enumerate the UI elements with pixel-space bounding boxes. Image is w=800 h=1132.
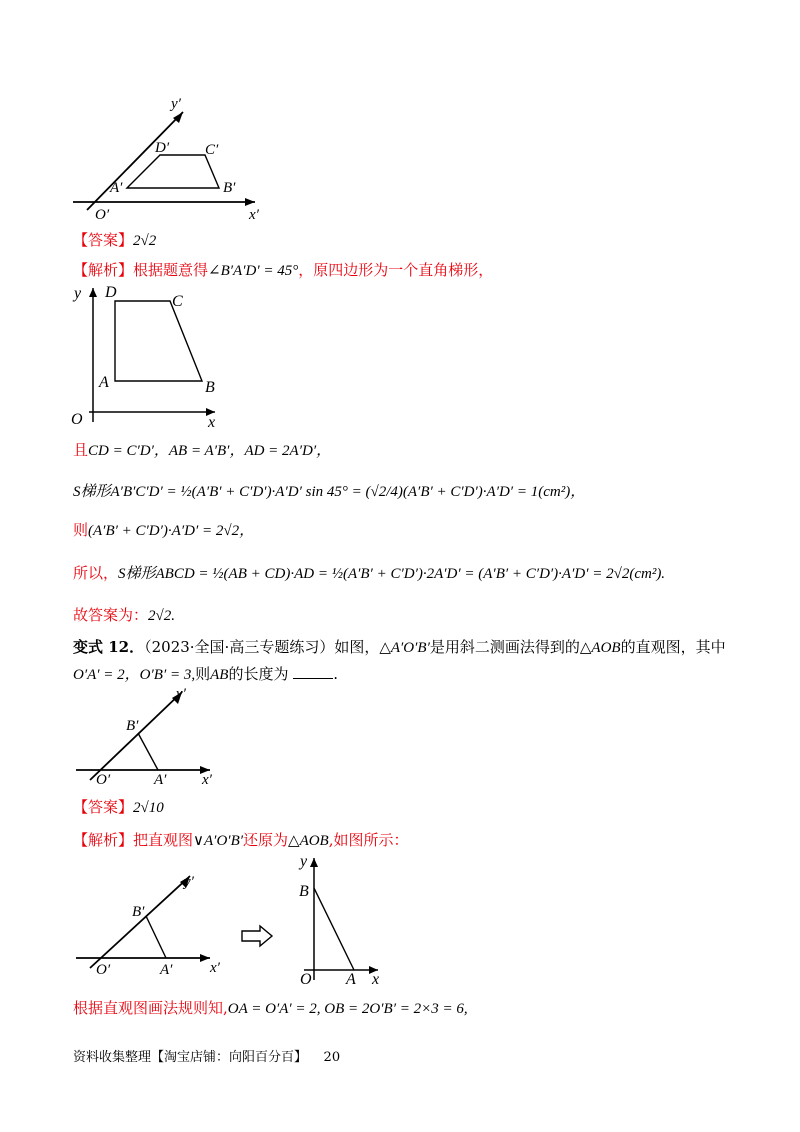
fig2-a-label: A: [99, 374, 109, 391]
figure-oblique-triangle: [70, 686, 230, 790]
footer-text: 资料收集整理【淘宝店铺：向阳百分百】: [73, 1050, 308, 1065]
figure-right-trapezoid: [65, 284, 235, 430]
fig4-o-label: O′: [96, 962, 111, 978]
fig5-x-label: x: [372, 971, 380, 988]
question-12-line-2: O′A′ = 2，O′B′ = 3,则AB的长度为 .: [73, 665, 339, 683]
page-number: 20: [323, 1050, 341, 1065]
answer-2: [73, 797, 164, 818]
fig3-a-label: A′: [154, 772, 167, 788]
fig3-y-label: y′: [176, 686, 186, 702]
fig1-d-label: D′: [155, 140, 170, 156]
equation-line-3: 则(A′B′ + C′D′)·A′D′ = 2√2，: [73, 521, 255, 539]
fig5-o-label: O: [300, 971, 312, 988]
equation-line-5: 故答案为：2√2.: [73, 606, 175, 624]
explanation-1: 【解析】根据题意得∠B′A′D′ = 45°，原四边形为一个直角梯形，: [73, 261, 494, 279]
fig5-b-label: B: [299, 883, 309, 900]
fig2-o-label: O: [71, 411, 83, 428]
fig4-b-label: B′: [132, 904, 145, 920]
fig5-y-label: y: [300, 853, 308, 870]
fig3-b-label: B′: [126, 718, 139, 734]
fig2-b-label: B: [205, 379, 215, 396]
fig1-o-label: O′: [95, 207, 110, 223]
fig2-y-label: y: [74, 285, 82, 302]
fig4-y-label: y′: [184, 874, 194, 890]
answer-blank: [293, 664, 333, 679]
fig1-y-label: y′: [171, 96, 181, 112]
question-label: 变式 12．: [73, 638, 145, 656]
explanation-label: 【解析】: [73, 831, 134, 849]
final-line: 根据直观图画法规则知,OA = O′A′ = 2, OB = 2O′B′ = 2×3 = 6,: [73, 999, 468, 1017]
answer-value: 2√10: [133, 800, 164, 816]
arrow-right-icon: [240, 924, 274, 948]
answer-value: 2√2: [133, 233, 157, 249]
figure-oblique-trapezoid: [65, 92, 275, 224]
figure-oblique-triangle-2: [70, 870, 230, 980]
fig1-x-label: x′: [249, 207, 259, 223]
figure-right-triangle: [296, 852, 396, 992]
fig1-b-label: B′: [223, 180, 236, 196]
fig2-x-label: x: [208, 414, 216, 430]
footer: [73, 1048, 340, 1068]
fig4-x-label: x′: [210, 960, 220, 976]
answer-label: 【答案】: [73, 231, 134, 249]
equation-line-4: 所以，S梯形ABCD = ½(AB + CD)·AD = ½(A′B′ + C′D′)·2A′D′ = (A′B′ + C′D′)·A′D′ = 2√2(cm²).: [73, 564, 666, 582]
fig3-x-label: x′: [202, 772, 212, 788]
equation-line-1: 且CD = C′D′，AB = A′B′，AD = 2A′D′，: [73, 441, 332, 459]
explanation-2: 【解析】把直观图∨A′O′B′还原为△AOB,如图所示：: [73, 831, 409, 849]
answer-1: [73, 230, 156, 251]
fig5-a-label: A: [346, 971, 356, 988]
fig3-o-label: O′: [96, 772, 111, 788]
fig2-d-label: D: [105, 284, 117, 301]
fig1-c-label: C′: [205, 142, 219, 158]
equation-line-2: S梯形A′B′C′D′ = ½(A′B′ + C′D′)·A′D′ sin 45° = (√2/4)(A′B′ + C′D′)·A′D′ = 1(cm²)，: [73, 484, 586, 500]
fig1-a-label: A′: [110, 180, 123, 196]
answer-label: 【答案】: [73, 798, 134, 816]
fig4-a-label: A′: [160, 962, 173, 978]
explanation-label: 【解析】: [73, 261, 134, 279]
question-12-line-1: 变式 12．（2023·全国·高三专题练习）如图，△A′O′B′是用斜二测画法得到的△AOB的直观图，其中: [73, 638, 726, 656]
fig2-c-label: C: [172, 293, 183, 310]
